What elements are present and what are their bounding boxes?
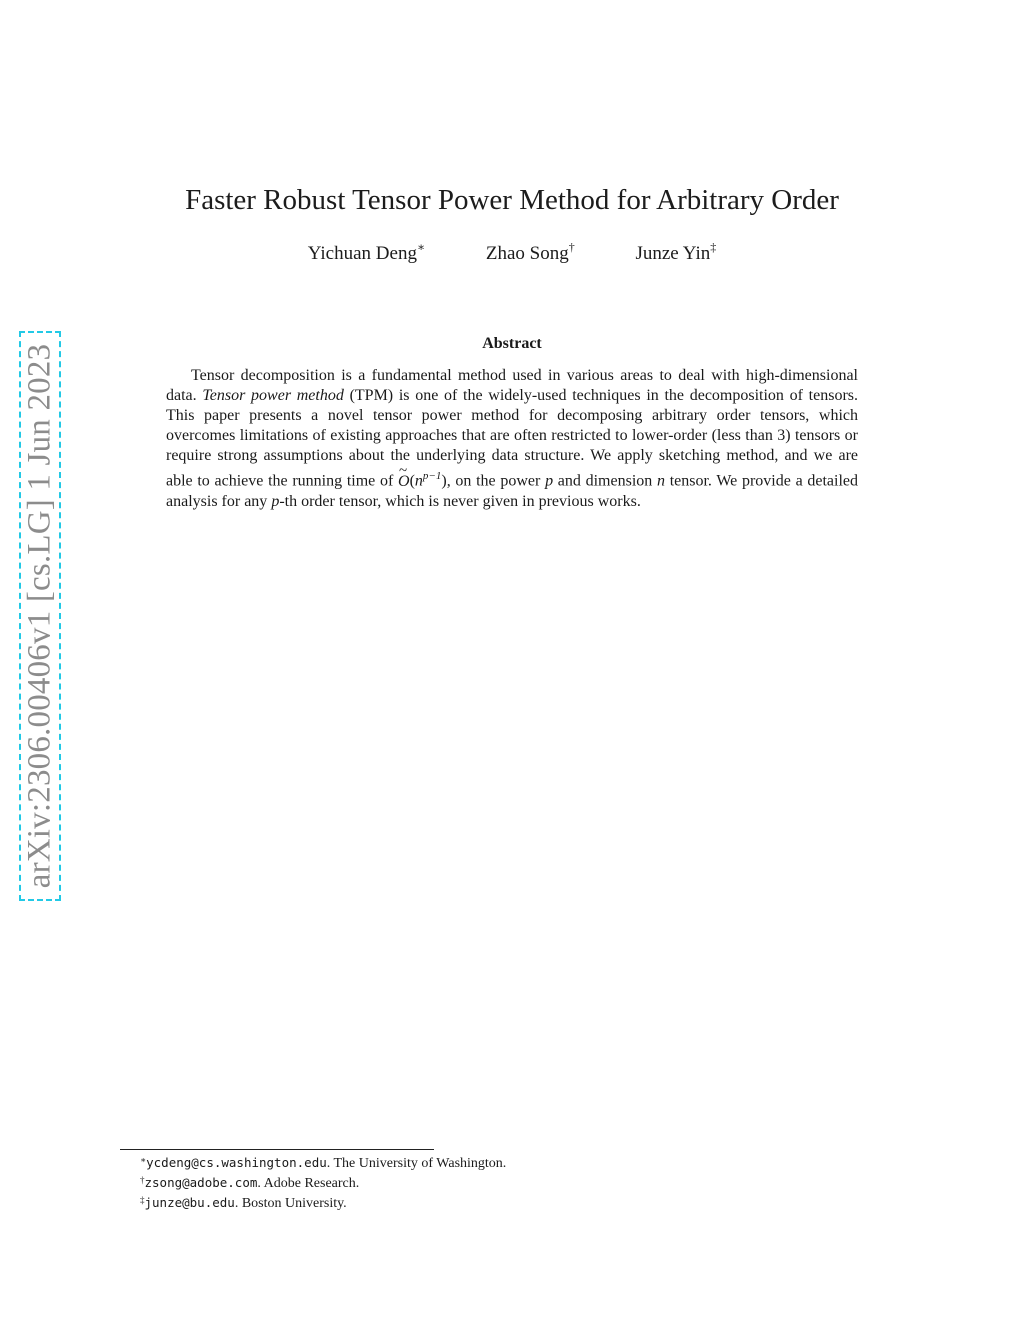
author-footnote-mark[interactable]: ∗ bbox=[416, 240, 426, 254]
abstract-text bbox=[166, 366, 858, 512]
abstract-paren: ( bbox=[409, 472, 415, 490]
author-footnote-mark[interactable]: † bbox=[568, 240, 575, 254]
footnote-mark: ‡ bbox=[140, 1195, 145, 1205]
math-p: p bbox=[271, 492, 280, 510]
footnote-3 bbox=[140, 1193, 506, 1213]
author-name: Yichuan Deng bbox=[307, 243, 417, 264]
footnote-affiliation: . Boston University. bbox=[234, 1196, 347, 1211]
math-n: n bbox=[656, 472, 665, 490]
big-o-tilde-symbol: ~ O bbox=[398, 472, 410, 492]
author-email-link[interactable]: junze@bu.edu bbox=[144, 1195, 235, 1210]
author-name: Zhao Song bbox=[485, 243, 569, 264]
abstract-part-6: -th order tensor, which is never given in previous works. bbox=[279, 492, 641, 510]
math-exponent: p−1 bbox=[422, 470, 442, 483]
abstract-heading: Abstract bbox=[482, 335, 542, 352]
abstract-part-1: Tensor decomposition is a fundamental method used in various areas to deal with high-dimensional data. bbox=[166, 367, 858, 405]
paper-title: Faster Robust Tensor Power Method for Arbitrary Order bbox=[185, 184, 839, 216]
math-n: n bbox=[414, 472, 423, 490]
abstract-part-2: (TPM) is one of the widely-used techniques in the decomposition of tensors. This paper presents a novel tensor power method for decomposing arbitrary order tensors, which overcomes limitations of existing approaches that are often restricted to lower-order (less than 3) tensors or require strong assumptions about the underlying data structure. We apply sketching method, and we are able to achieve the running time of bbox=[166, 387, 858, 490]
author-2 bbox=[485, 240, 575, 265]
math-p: p bbox=[545, 472, 554, 490]
arxiv-identifier[interactable]: arXiv:2306.00406v1 [cs.LG] 1 Jun 2023 bbox=[21, 343, 58, 889]
footnotes bbox=[140, 1153, 506, 1213]
author-footnote-mark[interactable]: ‡ bbox=[710, 240, 717, 254]
footnote-affiliation: . The University of Washington. bbox=[326, 1156, 507, 1171]
author-3 bbox=[635, 240, 717, 265]
footnote-mark: † bbox=[140, 1175, 145, 1185]
author-email-link[interactable]: ycdeng@cs.washington.edu bbox=[146, 1155, 327, 1170]
footnote-rule bbox=[120, 1149, 434, 1150]
footnote-affiliation: . Adobe Research. bbox=[257, 1176, 360, 1191]
author-1 bbox=[307, 240, 426, 265]
author-list bbox=[0, 240, 1024, 265]
author-email-link[interactable]: zsong@adobe.com bbox=[144, 1175, 258, 1190]
author-name: Junze Yin bbox=[635, 243, 711, 264]
abstract-part-5: tensor. We provide a detailed analysis for any bbox=[166, 472, 859, 510]
abstract-tpm-term: Tensor power method bbox=[202, 387, 344, 405]
arxiv-stamp bbox=[19, 331, 61, 901]
abstract-part-3: ), on the power bbox=[441, 472, 546, 490]
abstract-part-4: and dimension bbox=[553, 472, 657, 490]
footnote-1 bbox=[140, 1153, 506, 1173]
footnote-mark: ∗ bbox=[140, 1155, 147, 1165]
footnote-2 bbox=[140, 1173, 506, 1193]
